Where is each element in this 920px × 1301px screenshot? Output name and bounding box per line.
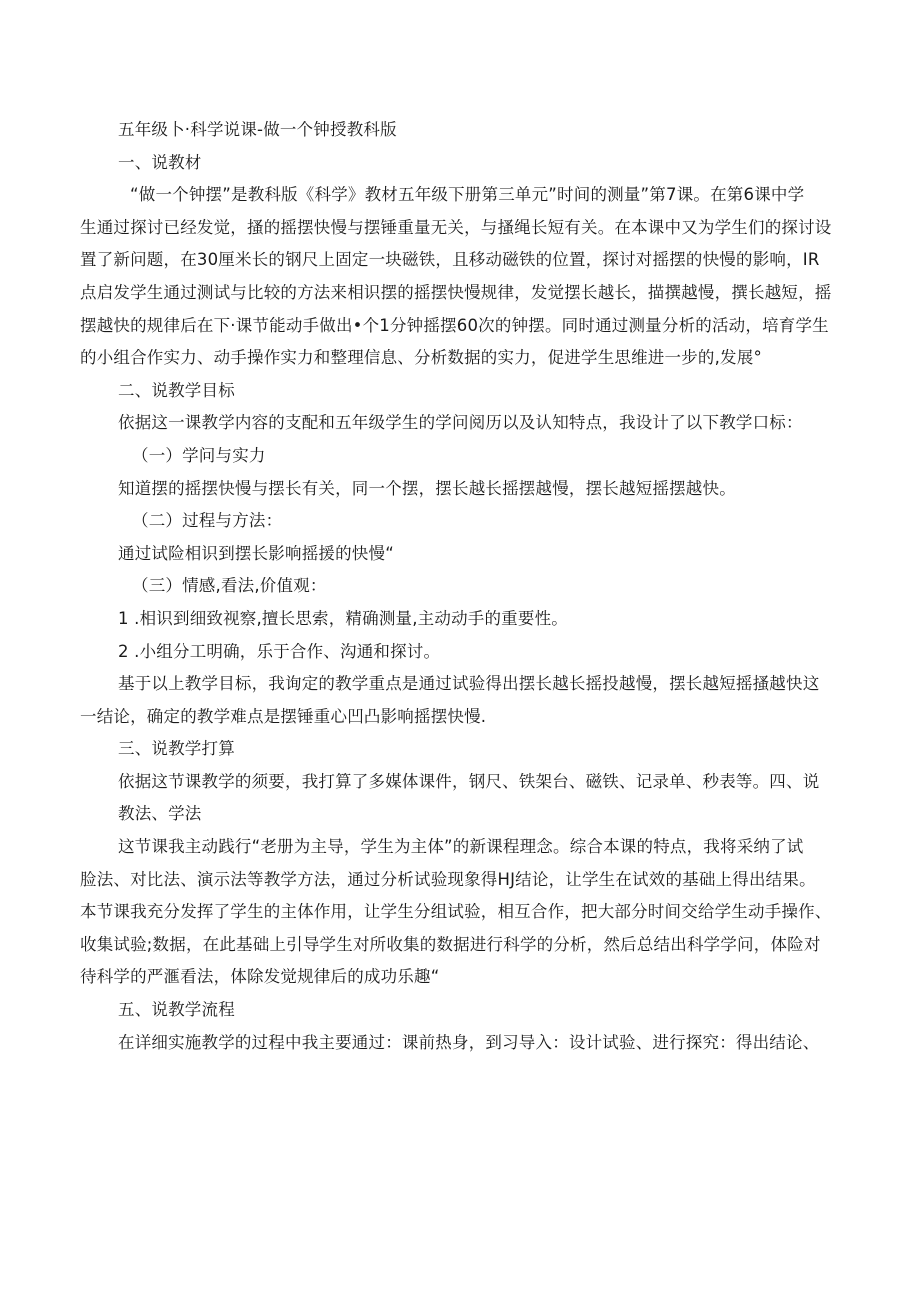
section-heading: 二、说教学目标 bbox=[118, 380, 235, 400]
paragraph-line: 本节课我充分发挥了学生的主体作用，让学生分组试验，相互合作，把大部分时间交给学生动手操作、 bbox=[80, 902, 832, 922]
paragraph-line: 知道摆的摇摆快慢与摆长有关，同一个摆，摆长越长摇摆越慢，摆长越短摇摆越快。 bbox=[118, 478, 736, 498]
paragraph-line: 通过试险相识到摆长影响摇援的快慢“ bbox=[118, 543, 394, 563]
subsection-heading: （三）情感,看法,价值观： bbox=[132, 576, 327, 596]
section-heading: 五、说教学流程 bbox=[118, 1000, 235, 1020]
subsection-heading: （一）学问与实力 bbox=[132, 445, 266, 465]
paragraph-line: 的小组合作实力、动手操作实力和整理信息、分析数据的实力，促进学生思维进一步的,发展° bbox=[80, 348, 762, 368]
subsection-heading: （二）过程与方法： bbox=[132, 511, 283, 531]
list-item: 2 .小组分工明确，乐于合作、沟通和探讨。 bbox=[118, 641, 441, 661]
paragraph-line: 置了新问题，在30厘米长的钢尺上固定一块磁铁，且移动磁铁的位置，探讨对摇摆的快慢的影响，IR bbox=[80, 250, 820, 270]
paragraph-line: 点启发学生通过测试与比较的方法来相识摆的摇摆快慢规律，发觉摆长越长，描撰越慢，撰长越短，摇 bbox=[80, 282, 832, 302]
paragraph-line: 收集试验;数据，在此基础上引导学生对所收集的数据进行科学的分析，然后总结出科学学问，体险对 bbox=[80, 934, 821, 954]
section-heading: 三、说教学打算 bbox=[118, 739, 235, 759]
paragraph-line: 摆越快的规律后在下·课节能动手做出•个1分钟摇摆60次的钟摆。同时通过测量分析的活动，培育学生 bbox=[80, 315, 829, 335]
paragraph-line: 基于以上教学目标，我询定的教学重点是通过试验得出摆长越长摇投越慢，摆长越短摇搔越快这 bbox=[118, 674, 820, 694]
paragraph-line: 一结论，确定的教学难点是摆锤重心凹凸影响摇摆快慢. bbox=[80, 706, 487, 726]
paragraph-line: 在详细实施教学的过程中我主要通过：课前热身，到习导入：设计试验、进行探究：得出结论、 bbox=[118, 1032, 820, 1052]
paragraph-line: 生通过探讨已经发觉，搔的摇摆快慢与摆锤重量无关，与搔绳长短有关。在本课中又为学生们的探讨设 bbox=[80, 217, 832, 237]
paragraph-line: 这节课我主动践行“老册为主导，学生为主体”的新课程理念。综合本课的特点，我将采纳了试 bbox=[118, 837, 804, 857]
paragraph-line: 依据这一课教学内容的支配和五年级学生的学问阅历以及认知特点，我设计了以下教学口标： bbox=[118, 413, 803, 433]
list-item: 1 .相识到细致视察,擅长思索，精确测量,主动动手的重要性。 bbox=[118, 608, 568, 628]
paragraph-line: 脸法、对比法、演示法等教学方法，通过分析试验现象得HJ结论，让学生在试效的基础上得出结果。 bbox=[80, 869, 816, 889]
paragraph-line: 待科学的严滙看法，体除发觉规律后的成功乐趣“ bbox=[80, 967, 440, 987]
paragraph-line: “做一个钟摆”是教科版《科学》教材五年级下册第三单元”时间的测量”第7课。在第6课中学 bbox=[130, 185, 805, 205]
section-heading: 教法、学法 bbox=[118, 804, 202, 824]
document-title: 五年级卜·科学说课-做一个钟授教科版 bbox=[118, 120, 397, 139]
document-body bbox=[80, 114, 836, 1059]
paragraph-line: 依据这节课教学的须要，我打算了多媒体课件，钢尺、铁架台、磁铁、记录单、秒表等。四、说 bbox=[118, 771, 820, 791]
section-heading: 一、说教材 bbox=[118, 152, 202, 172]
